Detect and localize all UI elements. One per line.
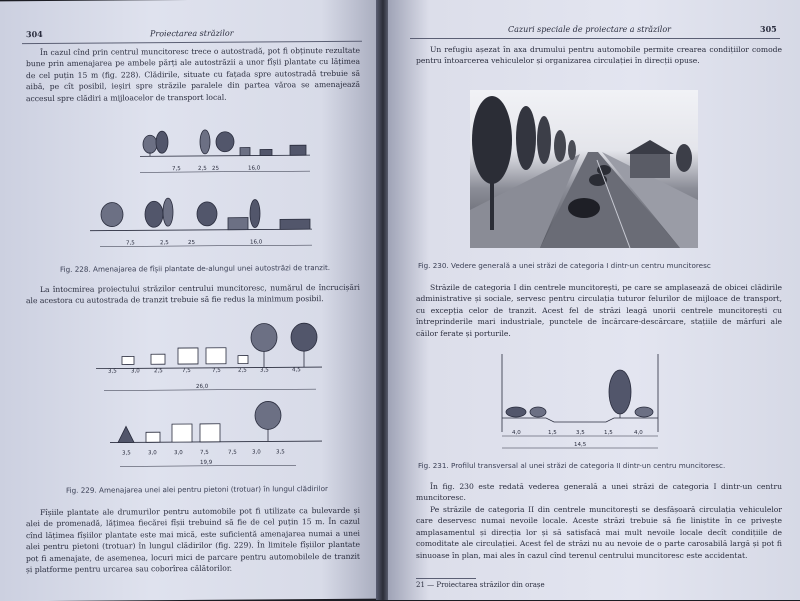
figure-228-diagram — [90, 121, 320, 263]
fig229-bottom-dim-1: 3,5 — [122, 450, 131, 457]
fig229-top-dim-1: 3,5 — [108, 368, 117, 375]
right-paragraph-2: Străzile de categoria I din centrele muncitorești, pe care se amplasează de obicei clădirile administrative și sociale, servesc pentru circulația tuturor felurilor de mijloace de transport, cu excepția celor de tranzit. Acest fel de străzi leagă unorii centrele muncitorești cu întreprinderile mari industriale, punctele de încărcare-descărcare, stațiile de mărfuri ale căilor ferate și porturile. — [416, 283, 782, 338]
fig229-bottom-dim-2: 3,0 — [148, 450, 157, 457]
fig228-bottom-dim-1: 7,5 — [126, 240, 135, 247]
right-paragraph-3: În fig. 230 este redată vederea generală a unei străzi de categoria I dintr-un centru muncitoresc. — [416, 482, 782, 503]
figure-229-caption: Fig. 229. Amenajarea unei alei pentru pietoni (trotuar) în lungul clădirilor — [66, 484, 328, 495]
fig228-bottom-dim-2: 2,5 — [160, 240, 169, 247]
fig228-top-dim-4: 16,0 — [248, 165, 261, 172]
fig229-top-dim-2: 3,0 — [131, 368, 140, 375]
fig228-top-dim-1: 7,5 — [172, 166, 181, 173]
fig229-bottom-dim-3: 3,0 — [174, 450, 183, 457]
fig229-bottom-total: 19,9 — [200, 459, 213, 466]
fig231-dim-5: 4,0 — [634, 430, 643, 436]
footer-rule — [416, 578, 476, 579]
fig228-top-dim-3: 25 — [212, 165, 219, 172]
fig229-bottom-dim-7: 3,5 — [276, 449, 285, 456]
fig229-top-dim-4: 7,5 — [182, 367, 191, 375]
fig229-top-dim-7: 3,5 — [260, 367, 269, 374]
right-page-number: 305 — [760, 24, 777, 34]
left-header-rule — [22, 41, 362, 44]
fig229-bottom-dim-5: 7,5 — [228, 449, 237, 456]
fig229-bottom-dim-6: 3,0 — [252, 449, 261, 456]
page-footer: 21 — Proiectarea străzilor din orașe — [416, 581, 545, 589]
right-paragraph-4: Pe străzile de categoria II din centrele muncitorești se desfășoară circulația vehiculelor care deservesc numai nevoile locale. Aceste străzi trebuie să fie liniștite în ce privește amplasamentul și direcția lor și să satisfacă mai mult nevoile locale decît condițiile de comoditate ale circulației. Acest fel de străzi nu au nevoie de o parte carosabilă largă și pot fi sinuoase în plan, mai ales în cazul cînd terenul centrului muncitoresc este accidentat. — [416, 505, 782, 560]
fig228-top-dim-2: 2,5 — [198, 165, 207, 172]
fig231-dim-2: 1,5 — [548, 430, 557, 436]
fig228-bottom-dim-3: 25 — [188, 239, 195, 247]
fig228-bottom-dim-4: 16,0 — [250, 239, 263, 246]
fig231-dim-4: 1,5 — [604, 430, 613, 436]
fig229-bottom-dim-4: 7,5 — [200, 449, 209, 456]
figure-230-photo — [470, 90, 698, 248]
figure-228-caption: Fig. 228. Amenajarea de fîșii plantate de-alungul unei autostrăzi de tranzit. — [60, 263, 331, 274]
figure-231-caption: Fig. 231. Profilul transversal al unei străzi de categoria II dintr-un centru muncitoresc. — [418, 461, 726, 470]
fig231-dim-3: 3,5 — [576, 430, 585, 436]
fig229-top-dim-8: 4,5 — [292, 367, 301, 374]
figure-231-diagram — [498, 352, 668, 452]
right-running-head: Cazuri speciale de proiectare a străzilor — [508, 25, 672, 34]
fig229-top-total: 26,0 — [196, 383, 209, 390]
fig229-top-dim-3: 2,5 — [154, 368, 163, 375]
fig231-dim-1: 4,0 — [512, 430, 521, 436]
fig229-top-dim-6: 2,5 — [238, 367, 247, 374]
figure-230-caption: Fig. 230. Vedere generală a unei străzi de categoria I dintr-un centru muncitoresc — [418, 261, 711, 270]
left-running-head: Proiectarea străzilor — [150, 28, 234, 39]
right-header-rule — [410, 38, 780, 39]
left-paragraph-2: La întocmirea proiectului străzilor centrului muncitoresc, numărul de încrucișări ale acestora cu autostrada de tranzit trebuie să fie redus la minimum posibil. — [26, 282, 360, 306]
street-scene-illustration — [470, 90, 698, 248]
left-paragraph-1: În cazul cînd prin centrul muncitoresc trece o autostradă, pot fi obținute rezultate bune prin amenajarea pe ambele părți ale autostrăzii a unor fîșii plantate cu lățimea de cel puțin 15 m (fig. 228). Clădirile, situate cu fațada spre autostradă trebuie să aibă, pe cît posibil, ieșiri spre străzile paralele din partea văroa se amenajează accesul spre clădiri a mijloacelor de transport local. — [26, 45, 360, 103]
fig229-top-dim-5: 7,5 — [212, 367, 221, 374]
left-page — [0, 0, 378, 601]
left-paragraph-3: Fîșiile plantate ale drumurilor pentru automobile pot fi utilizate ca bulevarde și alei de promenadă, lățimea fiecărei fîșii trebuind să fie de cel puțin 15 m. În cazul cînd lățimea fîșiilor plantate este mai mică, este suficientă amenajarea numai a unei alei pentru pietoni (trotuar) în lungul clădirilor (fig. 229). În limitele fîșiilor plantate pot fi amenajate, de asemenea, locuri mici de parcare pentru automobilele de tranzit și platforme pentru urcarea sau coborîrea călătorilor. — [26, 505, 360, 575]
fig231-total: 14,5 — [574, 442, 587, 448]
figure-229-diagram — [96, 317, 328, 479]
right-page — [388, 0, 800, 600]
left-page-number: 304 — [26, 29, 43, 40]
right-paragraph-1: Un refugiu așezat în axa drumului pentru automobile permite crearea condițiilor comode pentru întoarcerea vehiculelor și organizarea circulației în direcții opuse. — [416, 45, 782, 66]
